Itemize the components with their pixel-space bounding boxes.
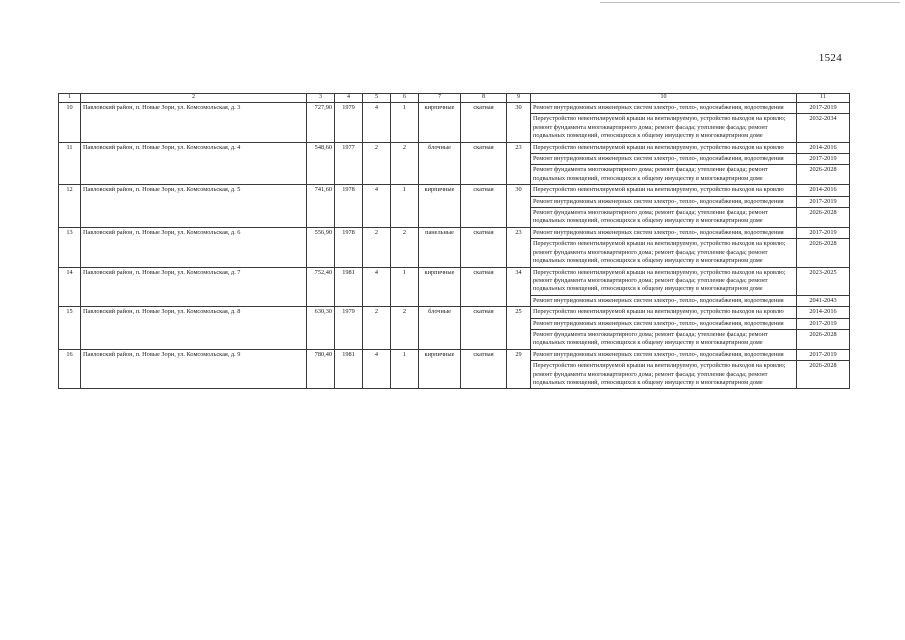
address-cell: Павловский район, п. Новые Зори, ул. Комсомольская, д. 6 [81, 227, 307, 267]
work-description-cell: Переустройство невентилируемой крыши на вентилируемую, устройство выходов на кровлю [531, 142, 797, 153]
units-cell: 23 [507, 142, 531, 185]
units-cell: 30 [507, 103, 531, 143]
roof-type-cell: скатная [461, 103, 507, 143]
row-number-cell: 14 [59, 267, 81, 307]
year-cell: 1978 [335, 185, 363, 228]
column-number-cell: 2 [81, 94, 307, 103]
work-description-cell: Ремонт фундамента многоквартирного дома; ремонт фасада; утепление фасада; ремонт подвальных помещений, относящихся к общему имуществу в многоквартирном доме [531, 208, 797, 228]
area-cell: 727,90 [307, 103, 335, 143]
column-number-cell: 1 [59, 94, 81, 103]
area-cell: 780,40 [307, 349, 335, 389]
column-number-cell: 10 [531, 94, 797, 103]
floors-cell: 2 [363, 142, 391, 185]
work-period-cell: 2023-2025 [797, 267, 850, 295]
work-period-cell: 2041-2043 [797, 295, 850, 306]
units-cell: 30 [507, 185, 531, 228]
work-period-cell: 2017-2019 [797, 196, 850, 207]
work-description-cell: Ремонт внутридомовых инженерных систем электро-, тепло-, водоснабжения, водоотведения [531, 295, 797, 306]
area-cell: 630,30 [307, 307, 335, 350]
wall-material-cell: кирпичные [419, 267, 461, 307]
work-description-cell: Ремонт внутридомовых инженерных систем электро-, тепло-, водоснабжения, водоотведения [531, 154, 797, 165]
column-number-cell: 11 [797, 94, 850, 103]
year-cell: 1978 [335, 227, 363, 267]
work-period-cell: 2017-2019 [797, 103, 850, 114]
year-cell: 1979 [335, 103, 363, 143]
floors-cell: 4 [363, 103, 391, 143]
work-period-cell: 2026-2028 [797, 208, 850, 228]
work-description-cell: Ремонт внутридомовых инженерных систем электро-, тепло-, водоснабжения, водоотведения [531, 196, 797, 207]
column-number-cell: 3 [307, 94, 335, 103]
entrances-cell: 2 [391, 142, 419, 185]
repair-schedule-table [58, 93, 850, 389]
top-scan-rule [600, 2, 900, 3]
row-number-cell: 15 [59, 307, 81, 350]
work-period-cell: 2026-2028 [797, 165, 850, 185]
floors-cell: 4 [363, 267, 391, 307]
floors-cell: 2 [363, 227, 391, 267]
page-number: 1524 [818, 52, 842, 64]
house-row [59, 185, 850, 196]
year-cell: 1981 [335, 349, 363, 389]
area-cell: 556,90 [307, 227, 335, 267]
work-description-cell: Переустройство невентилируемой крыши на вентилируемую, устройство выходов на кровлю; ремонт фундамента многоквартирного дома; ремонт фасада; утепление фасада; ремонт подвальных помещений, относящихся к общему имуществу в многоквартирном доме [531, 361, 797, 389]
work-description-cell: Переустройство невентилируемой крыши на вентилируемую, устройство выходов на кровлю; ремонт фундамента многоквартирного дома; ремонт фасада; утепление фасада; ремонт подвальных помещений, относящихся к общему имуществу в многоквартирном доме [531, 239, 797, 267]
row-number-cell: 13 [59, 227, 81, 267]
floors-cell: 4 [363, 185, 391, 228]
column-number-cell: 8 [461, 94, 507, 103]
work-description-cell: Ремонт фундамента многоквартирного дома; ремонт фасада; утепление фасада; ремонт подвальных помещений, относящихся к общему имуществу в многоквартирном доме [531, 165, 797, 185]
year-cell: 1977 [335, 142, 363, 185]
wall-material-cell: кирпичные [419, 185, 461, 228]
row-number-cell: 10 [59, 103, 81, 143]
work-period-cell: 2017-2019 [797, 349, 850, 360]
roof-type-cell: скатная [461, 142, 507, 185]
entrances-cell: 1 [391, 185, 419, 228]
roof-type-cell: скатная [461, 307, 507, 350]
address-cell: Павловский район, п. Новые Зори, ул. Комсомольская, д. 9 [81, 349, 307, 389]
work-period-cell: 2017-2019 [797, 154, 850, 165]
entrances-cell: 1 [391, 349, 419, 389]
area-cell: 741,60 [307, 185, 335, 228]
row-number-cell: 11 [59, 142, 81, 185]
wall-material-cell: блочные [419, 142, 461, 185]
work-description-cell: Ремонт фундамента многоквартирного дома; ремонт фасада; утепление фасада; ремонт подвальных помещений, относящихся к общему имуществу в многоквартирном доме [531, 329, 797, 349]
roof-type-cell: скатная [461, 349, 507, 389]
wall-material-cell: панельные [419, 227, 461, 267]
work-description-cell: Переустройство невентилируемой крыши на вентилируемую, устройство выходов на кровлю [531, 307, 797, 318]
entrances-cell: 2 [391, 307, 419, 350]
house-row [59, 267, 850, 295]
year-cell: 1981 [335, 267, 363, 307]
house-row [59, 307, 850, 318]
address-cell: Павловский район, п. Новые Зори, ул. Комсомольская, д. 4 [81, 142, 307, 185]
entrances-cell: 2 [391, 227, 419, 267]
address-cell: Павловский район, п. Новые Зори, ул. Комсомольская, д. 5 [81, 185, 307, 228]
column-number-cell: 5 [363, 94, 391, 103]
work-description-cell: Ремонт внутридомовых инженерных систем электро-, тепло-, водоснабжения, водоотведения [531, 227, 797, 238]
floors-cell: 4 [363, 349, 391, 389]
column-number-cell: 7 [419, 94, 461, 103]
row-number-cell: 16 [59, 349, 81, 389]
column-number-row [59, 94, 850, 103]
work-description-cell: Переустройство невентилируемой крыши на вентилируемую, устройство выходов на кровлю [531, 185, 797, 196]
house-row [59, 103, 850, 114]
row-number-cell: 12 [59, 185, 81, 228]
wall-material-cell: кирпичные [419, 103, 461, 143]
address-cell: Павловский район, п. Новые Зори, ул. Комсомольская, д. 3 [81, 103, 307, 143]
address-cell: Павловский район, п. Новые Зори, ул. Комсомольская, д. 7 [81, 267, 307, 307]
work-period-cell: 2026-2028 [797, 329, 850, 349]
house-row [59, 349, 850, 360]
year-cell: 1979 [335, 307, 363, 350]
work-period-cell: 2014-2016 [797, 307, 850, 318]
work-period-cell: 2026-2028 [797, 361, 850, 389]
work-description-cell: Ремонт внутридомовых инженерных систем электро-, тепло-, водоснабжения, водоотведения [531, 349, 797, 360]
area-cell: 752,40 [307, 267, 335, 307]
area-cell: 548,60 [307, 142, 335, 185]
column-number-cell: 6 [391, 94, 419, 103]
roof-type-cell: скатная [461, 267, 507, 307]
work-period-cell: 2017-2019 [797, 227, 850, 238]
entrances-cell: 1 [391, 103, 419, 143]
column-number-cell: 9 [507, 94, 531, 103]
address-cell: Павловский район, п. Новые Зори, ул. Комсомольская, д. 8 [81, 307, 307, 350]
work-description-cell: Ремонт внутридомовых инженерных систем электро-, тепло-, водоснабжения, водоотведения [531, 318, 797, 329]
wall-material-cell: блочные [419, 307, 461, 350]
work-description-cell: Переустройство невентилируемой крыши на вентилируемую, устройство выходов на кровлю; ремонт фундамента многоквартирного дома; ремонт фасада; утепление фасада; ремонт подвальных помещений, относящихся к общему имуществу в многоквартирном доме [531, 267, 797, 295]
work-period-cell: 2017-2019 [797, 318, 850, 329]
units-cell: 25 [507, 307, 531, 350]
entrances-cell: 1 [391, 267, 419, 307]
house-row [59, 142, 850, 153]
floors-cell: 2 [363, 307, 391, 350]
roof-type-cell: скатная [461, 227, 507, 267]
house-row [59, 227, 850, 238]
work-period-cell: 2014-2016 [797, 142, 850, 153]
work-period-cell: 2026-2028 [797, 239, 850, 267]
wall-material-cell: кирпичные [419, 349, 461, 389]
work-description-cell: Ремонт внутридомовых инженерных систем электро-, тепло-, водоснабжения, водоотведения [531, 103, 797, 114]
work-description-cell: Переустройство невентилируемой крыши на вентилируемую, устройство выходов на кровлю; ремонт фундамента многоквартирного дома; ремонт фасада; утепление фасада; ремонт подвальных помещений, относящихся к общему имуществу в многоквартирном доме [531, 114, 797, 142]
work-period-cell: 2014-2016 [797, 185, 850, 196]
work-period-cell: 2032-2034 [797, 114, 850, 142]
column-number-cell: 4 [335, 94, 363, 103]
units-cell: 29 [507, 349, 531, 389]
units-cell: 23 [507, 227, 531, 267]
units-cell: 34 [507, 267, 531, 307]
roof-type-cell: скатная [461, 185, 507, 228]
